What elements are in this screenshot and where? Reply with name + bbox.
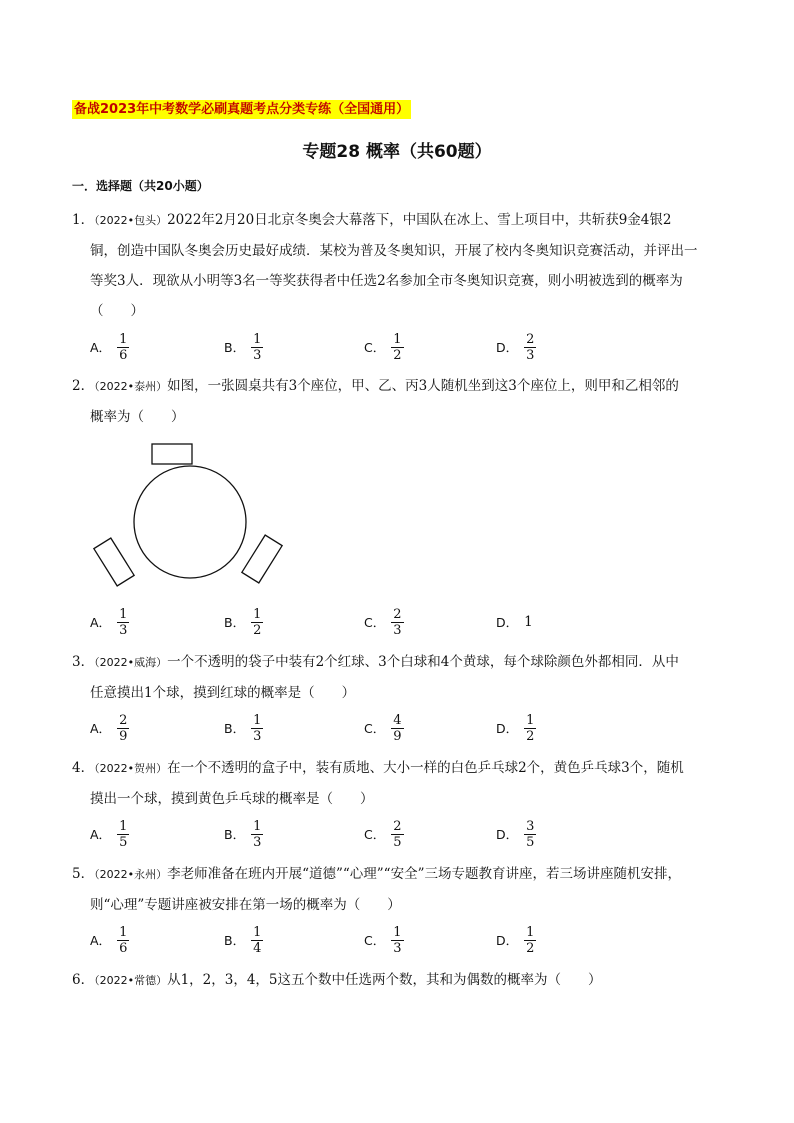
question-text-line: 在一个不透明的盒子中，装有质地、大小一样的白色乒乓球2个，黄色乒乓球3个，随机 <box>167 760 684 776</box>
question-3 <box>72 647 732 708</box>
options-q3 <box>90 710 690 746</box>
fraction: $\frac{1}{2}$ <box>393 331 402 363</box>
question-text-line: 任意摸出1个球，摸到红球的概率是（ ） <box>90 685 356 701</box>
fraction: $\frac{4}{9}$ <box>393 712 402 744</box>
question-number: 1． <box>72 212 95 228</box>
question-text-line: 则“心理”专题讲座被安排在第一场的概率为（ ） <box>90 897 401 913</box>
question-4 <box>72 753 732 814</box>
option-d[interactable]: D． 1 <box>496 614 533 630</box>
fraction: $\frac{1}{3}$ <box>253 818 262 850</box>
fraction: $\frac{1}{4}$ <box>253 924 262 956</box>
option-b[interactable]: B． $\frac{1}{3}$ <box>224 331 262 363</box>
question-number: 5． <box>72 866 95 882</box>
fraction: $\frac{1}{3}$ <box>119 606 128 638</box>
option-a[interactable]: A． $\frac{1}{6}$ <box>90 331 128 363</box>
seat-left <box>94 538 134 586</box>
fraction: $\frac{1}{2}$ <box>526 712 535 744</box>
question-text-line: 等奖3人．现欲从小明等3名一等奖获得者中任选2名参加全市冬奥知识竞赛，则小明被选到的概率为 <box>90 273 683 289</box>
option-b[interactable]: B． $\frac{1}{3}$ <box>224 818 262 850</box>
section-heading: 一．选择题（共20小题） <box>72 179 209 193</box>
question-number: 4． <box>72 760 95 776</box>
question-number: 3． <box>72 654 95 670</box>
fraction: $\frac{2}{3}$ <box>526 331 535 363</box>
question-source: （2022•贺州） <box>94 762 168 775</box>
question-text-line: （ ） <box>90 303 144 319</box>
option-a[interactable]: A． $\frac{1}{5}$ <box>90 818 128 850</box>
question-number: 6． <box>72 972 95 988</box>
option-a[interactable]: A． $\frac{1}{3}$ <box>90 606 128 638</box>
page-title: 专题28 概率（共60题） <box>302 142 492 162</box>
question-text-line: 李老师准备在班内开展“道德”“心理”“安全”三场专题教育讲座，若三场讲座随机安排， <box>167 866 681 882</box>
fraction: $\frac{1}{3}$ <box>253 331 262 363</box>
options-q2 <box>90 604 690 640</box>
option-b[interactable]: B． $\frac{1}{3}$ <box>224 712 262 744</box>
option-d[interactable]: D． $\frac{1}{2}$ <box>496 924 535 956</box>
round-table-figure <box>88 440 288 590</box>
question-5 <box>72 859 732 920</box>
fraction: $\frac{1}{2}$ <box>253 606 262 638</box>
option-c[interactable]: C． $\frac{4}{9}$ <box>364 712 402 744</box>
fraction: $\frac{2}{3}$ <box>393 606 402 638</box>
question-6 <box>72 965 732 996</box>
option-d[interactable]: D． $\frac{2}{3}$ <box>496 331 535 363</box>
options-q1 <box>90 329 690 365</box>
fraction: $\frac{1}{3}$ <box>253 712 262 744</box>
seat-right <box>242 535 282 583</box>
fraction: $\frac{1}{6}$ <box>119 924 128 956</box>
option-d[interactable]: D． $\frac{3}{5}$ <box>496 818 535 850</box>
fraction: $\frac{1}{5}$ <box>119 818 128 850</box>
question-text-line: 如图，一张圆桌共有3个座位，甲、乙、丙3人随机坐到这3个座位上，则甲和乙相邻的 <box>167 378 679 394</box>
question-text-line: 概率为（ ） <box>90 409 185 425</box>
question-text-line: 铜，创造中国队冬奥会历史最好成绩．某校为普及冬奥知识，开展了校内冬奥知识竞赛活动，并评出一 <box>90 243 698 259</box>
seat-top <box>152 444 192 464</box>
option-d[interactable]: D． $\frac{1}{2}$ <box>496 712 535 744</box>
fraction: $\frac{1}{2}$ <box>526 924 535 956</box>
question-text-line: 一个不透明的袋子中装有2个红球、3个白球和4个黄球，每个球除颜色外都相同．从中 <box>167 654 679 670</box>
question-source: （2022•威海） <box>94 656 168 669</box>
option-c[interactable]: C． $\frac{2}{5}$ <box>364 818 402 850</box>
options-q4 <box>90 816 690 852</box>
option-a[interactable]: A． $\frac{1}{6}$ <box>90 924 128 956</box>
question-text-line: 从1，2，3，4，5这五个数中任选两个数，其和为偶数的概率为（ ） <box>167 972 602 988</box>
question-2 <box>72 371 732 432</box>
option-a[interactable]: A． $\frac{2}{9}$ <box>90 712 128 744</box>
question-text-line: 摸出一个球，摸到黄色乒乓球的概率是（ ） <box>90 791 374 807</box>
fraction: $\frac{1}{6}$ <box>119 331 128 363</box>
question-source: （2022•包头） <box>94 214 168 227</box>
fraction: $\frac{2}{9}$ <box>119 712 128 744</box>
table-circle <box>134 466 246 578</box>
question-text-line: 2022年2月20日北京冬奥会大幕落下，中国队在冰上、雪上项目中，共斩获9金4银2 <box>167 212 672 228</box>
option-value: 1 <box>524 614 533 630</box>
option-b[interactable]: B． $\frac{1}{4}$ <box>224 924 262 956</box>
option-c[interactable]: C． $\frac{1}{3}$ <box>364 924 402 956</box>
fraction: $\frac{1}{3}$ <box>393 924 402 956</box>
series-banner: 备战2023年中考数学必刷真题考点分类专练（全国通用） <box>74 102 410 117</box>
fraction: $\frac{3}{5}$ <box>526 818 535 850</box>
question-source: （2022•永州） <box>94 868 168 881</box>
question-number: 2． <box>72 378 95 394</box>
fraction: $\frac{2}{5}$ <box>393 818 402 850</box>
question-source: （2022•泰州） <box>94 380 168 393</box>
question-1 <box>72 205 732 326</box>
options-q5 <box>90 922 690 958</box>
question-source: （2022•常德） <box>94 974 168 987</box>
option-c[interactable]: C． $\frac{2}{3}$ <box>364 606 402 638</box>
option-b[interactable]: B． $\frac{1}{2}$ <box>224 606 262 638</box>
option-c[interactable]: C． $\frac{1}{2}$ <box>364 331 402 363</box>
